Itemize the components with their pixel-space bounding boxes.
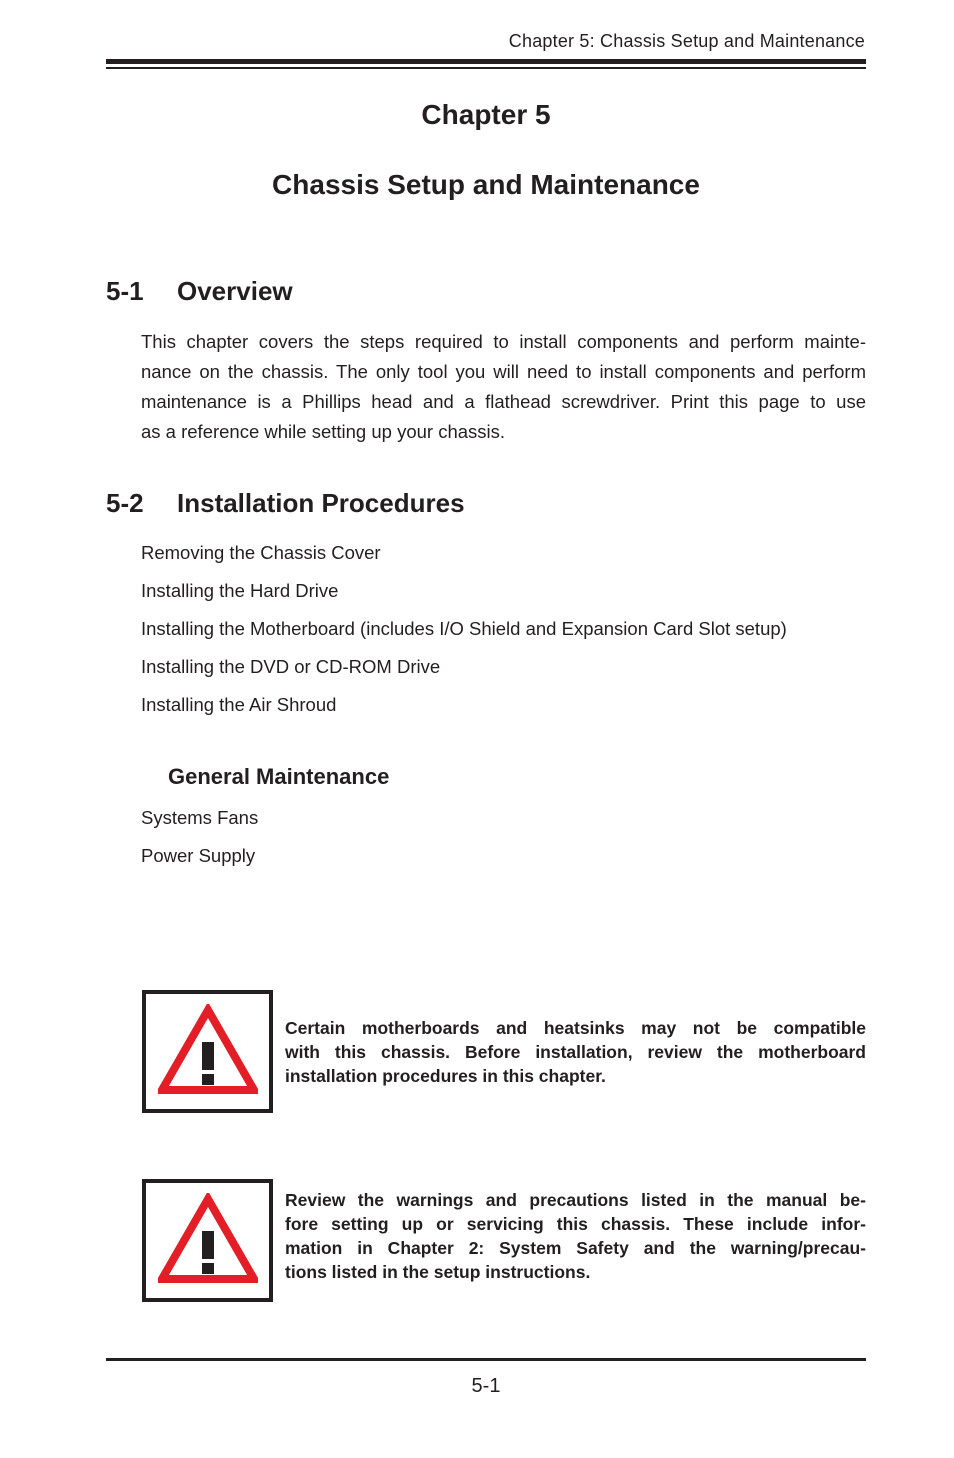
section-number: 5-2 [106,488,144,518]
list-item: Installing the Hard Drive [141,580,339,601]
running-head: Chapter 5: Chassis Setup and Maintenance [508,31,865,51]
warning-line: fore setting up or servicing this chassis. These include infor- [285,1214,866,1234]
overview-paragraph [141,327,866,447]
general-maintenance-heading: General Maintenance [168,764,390,789]
section-title: Overview [177,276,293,306]
warning-triangle-icon [158,1193,258,1285]
warning-line: tions listed in the setup instructions. [285,1262,591,1282]
chapter-title: Chassis Setup and Maintenance [272,169,700,200]
warning-text [285,1188,866,1284]
paragraph-line: nance on the chassis. The only tool you will need to install components and perform [141,361,866,382]
footer-rule [106,1358,866,1361]
paragraph-line: This chapter covers the steps required to install components and perform mainte- [141,331,866,352]
warning-line: with this chassis. Before installation, review the motherboard [285,1042,866,1062]
page-number: 5-1 [471,1375,501,1397]
section-title: Installation Procedures [177,488,465,518]
section-heading-overview [106,276,293,307]
list-item: Installing the Motherboard (includes I/O Shield and Expansion Card Slot setup) [141,618,787,639]
list-item: Systems Fans [141,807,259,828]
list-item: Installing the Air Shroud [141,694,337,715]
list-item: Power Supply [141,845,256,866]
section-number: 5-1 [106,276,144,306]
warning-line: Certain motherboards and heatsinks may not be compatible [285,1018,866,1038]
paragraph-line: maintenance is a Phillips head and a flathead screwdriver. Print this page to use [141,391,866,412]
header-rule-thin [106,67,866,69]
warning-triangle-icon [158,1004,258,1096]
list-item: Installing the DVD or CD-ROM Drive [141,656,441,677]
warning-line: mation in Chapter 2: System Safety and the warning/precau- [285,1238,866,1258]
header-rule-thick [106,59,866,64]
list-item: Removing the Chassis Cover [141,542,381,563]
warning-box [142,990,273,1113]
warning-line: Review the warnings and precautions listed in the manual be- [285,1190,866,1210]
warning-text [285,1016,866,1088]
paragraph-line: as a reference while setting up your chassis. [141,421,506,442]
section-heading-installation-procedures [106,488,465,519]
warning-box [142,1179,273,1302]
warning-line: installation procedures in this chapter. [285,1066,606,1086]
chapter-number: Chapter 5 [421,99,551,130]
